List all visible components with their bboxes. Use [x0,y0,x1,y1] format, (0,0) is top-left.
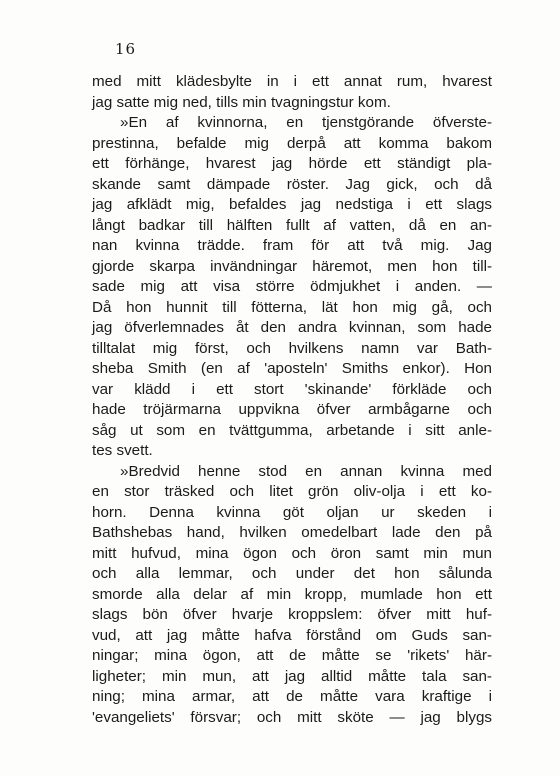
text-line: »En af kvinnorna, en tjenstgörande öfverste- [120,114,492,131]
text-line: med mitt klädesbylte in i ett annat rum, hvarest [92,73,492,90]
text-line: ett förhänge, hvarest jag hörde ett ständigt pla- [92,155,492,172]
text-line: nan kvinna trädde. fram för att två mig. Jag [92,237,492,254]
text-line: såg ut som en tvättgumma, arbetande i sitt anle- [92,421,492,439]
text-line: sheba Smith (en af 'aposteln' Smiths enkor). Hon [92,360,492,377]
text-line: jag afklädt mig, befaldes jag nedstiga i ett slags [92,196,492,213]
text-line: ningar; mina ögon, att de måtte se 'rikets' här- [92,647,492,664]
body-text [92,72,492,728]
text-line: skande samt dämpade röster. Jag gick, och då [92,175,492,193]
text-line: mitt hufvud, mina ögon och öron samt min mun [92,544,492,562]
text-line: hade tröjärmarna uppvikna öfver armbågarne och [92,401,492,418]
text-line: sade mig att visa större ödmjukhet i anden. — [92,278,492,295]
text-line: slags bön öfver hvarje kroppslem: öfver mitt huf- [92,606,492,623]
page-number: 16 [115,40,137,58]
text-line: gjorde skarpa invändningar häremot, men hon till- [92,257,492,275]
text-line: horn. Denna kvinna göt oljan ur skeden i [92,503,492,521]
text-line: långt badkar till hälften fullt af vatten, då en an- [92,216,492,234]
text-line: en stor träsked och litet grön oliv-olja i ett ko- [92,483,492,500]
text-line: Bathshebas hand, hvilken omedelbart lade den på [92,524,492,541]
text-line: tes svett. [92,442,153,459]
text-line: ning; mina armar, att de måtte vara kraftige i [92,688,492,705]
text-line: var klädd i ett stort 'skinande' förkläde och [92,380,492,398]
text-line: »Bredvid henne stod en annan kvinna med [120,462,492,480]
text-line: ligheter; min mun, att jag alltid måtte tala san- [92,667,492,685]
text-line: vud, att jag måtte hafva förstånd om Guds san- [92,626,492,644]
text-line: tilltalat mig först, och hvilkens namn var Bath- [92,339,492,357]
text-line: 'evangeliets' försvar; och mitt sköte — jag blygs [92,708,492,726]
text-line: jag satte mig ned, tills min tvagningstur kom. [92,93,391,111]
text-line: jag öfverlemnades åt den andra kvinnan, som hade [92,319,492,336]
text-line: prestinna, befalde mig derpå att komma bakom [92,134,492,152]
text-line: smorde alla delar af min kropp, mumlade hon ett [92,585,492,603]
text-line: Då hon hunnit till fötterna, lät hon mig gå, och [92,298,492,316]
text-line: och alla lemmar, och under det hon sålunda [92,565,492,582]
